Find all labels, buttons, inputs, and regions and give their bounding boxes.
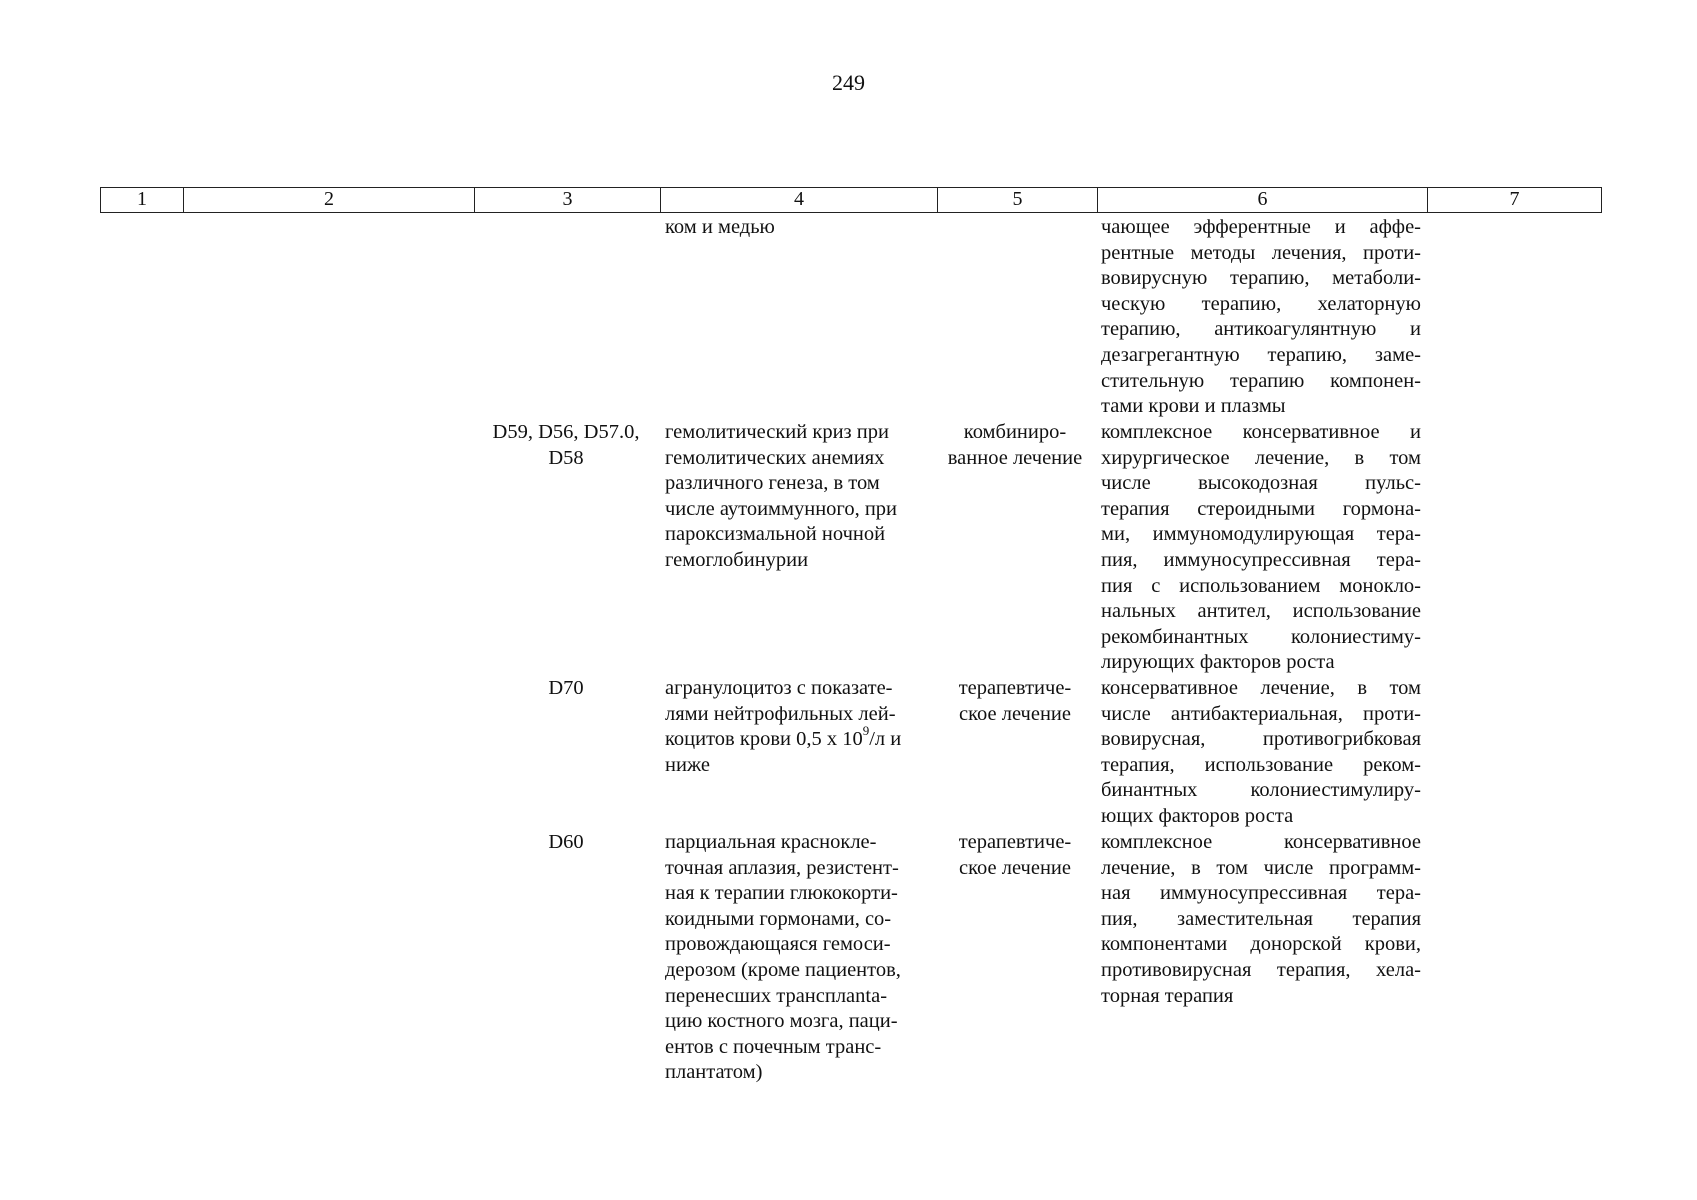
method-line: ческую терапию, хелаторную	[1101, 292, 1421, 315]
method-line: консервативное лечение, в том	[1101, 677, 1421, 699]
table-row-3-method	[1101, 830, 1421, 1009]
type-line: комбиниро-	[963, 421, 1067, 443]
method-line: числе антибактериальная, проти-	[1101, 702, 1421, 725]
diagnosis-line: числе аутоиммунного, при	[665, 497, 898, 520]
method-line: лечение, в том числе программ-	[1101, 856, 1421, 879]
table-row-2-type	[937, 676, 1093, 727]
method-line: нальных антител, использование	[1101, 600, 1421, 623]
header-col-1: 1	[137, 188, 147, 210]
type-line: ванное лечение	[947, 446, 1083, 469]
diagnosis-line-text: коцитов крови 0,5 х 10	[665, 728, 863, 751]
header-col-3: 3	[474, 188, 660, 212]
method-line: тами крови и плазмы	[1101, 395, 1286, 418]
table-header-row	[100, 187, 1602, 213]
method-line: торная терапия	[1101, 984, 1234, 1007]
header-col-2: 2	[183, 188, 474, 212]
method-line: ми, иммуномодулирующая тера-	[1101, 523, 1421, 546]
diagnosis-line: точная аплазия, резистент-	[665, 856, 899, 879]
diagnosis-line: ентов с почечным транс-	[665, 1035, 882, 1058]
diagnosis-line: ниже	[665, 753, 710, 776]
method-line: стительную терапию компонен-	[1101, 369, 1421, 392]
method-line: пия с использованием моноклo-	[1101, 574, 1421, 597]
header-col-6: 6	[1097, 188, 1427, 212]
diagnosis-line: перенесших трансплanta-	[665, 984, 888, 1007]
diagnosis-superscript: 9	[862, 723, 870, 739]
type-line: терапевтиче-	[958, 831, 1072, 853]
type-line: ское лечение	[958, 856, 1071, 879]
table-row-1-type	[937, 420, 1093, 471]
method-line: числе высокодозная пульс-	[1101, 472, 1421, 495]
diagnosis-line: цию костного мозга, паци-	[665, 1010, 898, 1033]
table-row-3-code	[473, 830, 659, 856]
diagnosis-line: плантатом)	[665, 1061, 763, 1084]
method-line: вовирусную терапию, метаболи-	[1101, 267, 1421, 290]
diagnosis-line-tail: /л и	[869, 728, 902, 751]
diagnosis-line: лями нейтрофильных лей-	[665, 702, 896, 725]
header-col-5: 5	[937, 188, 1097, 212]
method-line: терапия стероидными гормона-	[1101, 497, 1421, 520]
diagnosis-line: различного генеза, в том	[665, 472, 880, 495]
table-row-1-code	[473, 420, 659, 471]
method-line: компонентами донорской крови,	[1101, 933, 1421, 956]
method-line: комплексное консервативное	[1101, 831, 1421, 853]
table-row-3-type	[937, 830, 1093, 881]
diagnosis-line: дерозом (кроме пациентов,	[665, 958, 901, 981]
type-line: ское лечение	[958, 702, 1071, 725]
header-col-4: 4	[660, 188, 937, 212]
method-line: пия, иммуносупрессивная тера-	[1101, 548, 1421, 571]
method-line: рекомбинантных колониестиму-	[1101, 625, 1421, 648]
table-row-2-diagnosis	[665, 676, 933, 778]
table-row-1-method	[1101, 420, 1421, 676]
method-line: рентные методы лечения, проти-	[1101, 241, 1421, 264]
method-line: пия, заместительная терапия	[1101, 907, 1421, 930]
code-line: D59, D56, D57.0,	[492, 421, 640, 443]
method-line: вовирусная, противогрибковая	[1101, 728, 1421, 751]
table-row-2-method	[1101, 676, 1421, 830]
code-line: D58	[548, 446, 584, 469]
diagnosis-line: агранулоцитоз с показате-	[665, 677, 893, 699]
diagnosis-line	[665, 723, 933, 753]
diagnosis-line: провождающаяся гемоси-	[665, 933, 891, 956]
method-line: ющих факторов роста	[1101, 804, 1294, 827]
diagnosis-line: гемолитических анемиях	[665, 446, 885, 469]
table-row-0-method	[1101, 215, 1421, 420]
diagnosis-line: гемоглобинурии	[665, 548, 809, 571]
table-row-1-diagnosis	[665, 420, 933, 574]
method-line: бинантных колониестимулиру-	[1101, 779, 1421, 802]
method-line: лирующих факторов роста	[1101, 651, 1335, 674]
method-line: ная иммуносупрессивная тера-	[1101, 882, 1421, 905]
code-line: D60	[548, 831, 584, 853]
method-line: комплексное консервативное и	[1101, 421, 1421, 443]
method-line: терапия, использование реком-	[1101, 753, 1421, 776]
method-line: дезагрегантную терапию, заме-	[1101, 343, 1421, 366]
method-line: чающее эфферентные и аффе-	[1101, 216, 1421, 238]
table-row-3-diagnosis	[665, 830, 933, 1086]
diagnosis-line: ком и медью	[665, 216, 775, 238]
method-line: противовирусная терапия, хела-	[1101, 958, 1421, 981]
method-line: терапию, антикоагулянтную и	[1101, 318, 1421, 341]
table-row-2-code	[473, 676, 659, 702]
diagnosis-line: парциальная красноклe-	[665, 831, 877, 853]
table-row-0-diagnosis	[665, 215, 933, 241]
page-number: 249	[832, 70, 865, 95]
diagnosis-line: коидными гормонами, со-	[665, 907, 892, 930]
header-col-7: 7	[1427, 188, 1601, 212]
type-line: терапевтиче-	[958, 677, 1072, 699]
code-line: D70	[548, 677, 584, 699]
diagnosis-line: пароксизмальной ночной	[665, 523, 886, 546]
diagnosis-line: ная к терапии глюкокорти-	[665, 882, 898, 905]
method-line: хирургическое лечение, в том	[1101, 446, 1421, 469]
diagnosis-line: гемолитический криз при	[665, 421, 889, 443]
